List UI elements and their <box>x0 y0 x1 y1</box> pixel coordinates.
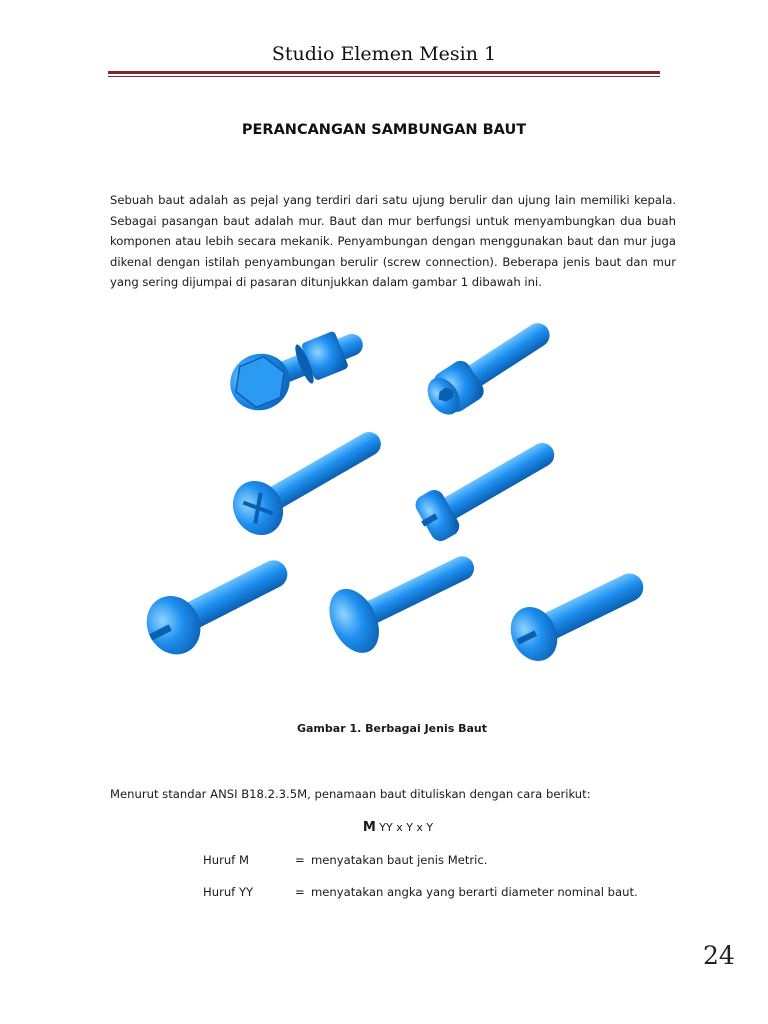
formula-m: M <box>362 820 376 835</box>
page-number: 24 <box>703 941 735 970</box>
definition-row <box>203 885 638 899</box>
definition-row <box>203 853 487 867</box>
definition-equals: = <box>295 853 305 867</box>
formula-rest: YY x Y x Y <box>375 821 434 834</box>
mushroom-head-bolt <box>320 532 488 661</box>
section-title: PERANCANGAN SAMBUNGAN BAUT <box>241 122 527 138</box>
definition-equals: = <box>295 885 305 899</box>
round-head-slotted-bolt <box>137 541 300 663</box>
bolt-types-figure <box>110 322 676 690</box>
standard-description: Menurut standar ANSI B18.2.3.5M, penamaan baut dituliskan dengan cara berikut: <box>110 787 591 801</box>
designation-formula <box>0 820 768 835</box>
hex-bolt-with-nut <box>222 322 373 419</box>
cheese-head-slotted-bolt <box>410 427 565 545</box>
definition-term: Huruf YY <box>203 885 254 899</box>
definition-description: menyatakan angka yang berarti diameter nominal baut. <box>311 885 638 899</box>
socket-head-cap-screw <box>420 322 560 422</box>
intro-paragraph: Sebuah baut adalah as pejal yang terdiri dari satu ujung berulir dan ujung lain memiliki kepala. Sebagai pasangan baut adalah mur. Baut dan mur berfungsi untuk menyambungkan dua buah komponen atau lebih secara mekanik. Penyambungan dengan menggunakan baut dan mur juga dikenal dengan istilah penyambungan berulir (screw connection). Beberapa jenis baut dan mur yang sering dijumpai di pasaran ditunjukkan dalam gambar 1 dibawah ini. <box>110 193 676 290</box>
definition-term: Huruf M <box>203 853 249 867</box>
pan-head-phillips-bolt <box>223 414 393 544</box>
header-divider <box>108 71 660 77</box>
definition-description: menyatakan baut jenis Metric. <box>311 853 488 867</box>
countersunk-slotted-bolt <box>502 556 654 669</box>
running-header: Studio Elemen Mesin 1 <box>271 43 497 65</box>
figure-caption: Gambar 1. Berbagai Jenis Baut <box>296 722 488 735</box>
